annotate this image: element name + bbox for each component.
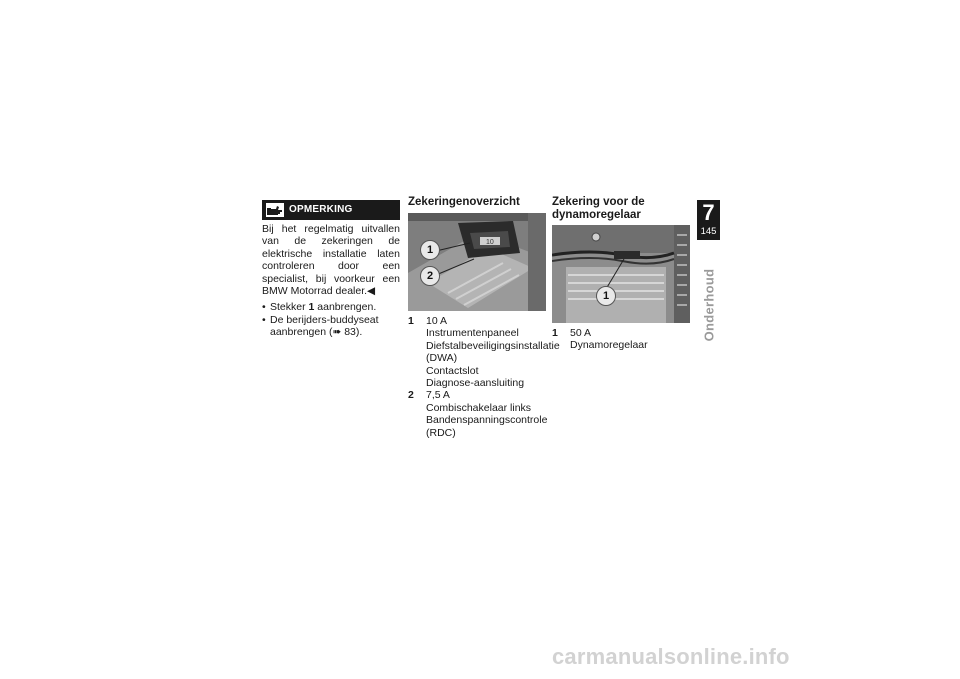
note-body: Bij het regelmatig uitvallen van de zekeringen de elektrische installatie laten controleren door een specialist, bij voorkeur een BMW Motorrad dealer.: [262, 223, 400, 298]
fuse-box-photo: [408, 213, 546, 311]
note-hand-icon: [266, 203, 284, 217]
arrow-icon: ➠: [332, 326, 342, 339]
step-item: • Stekker 1 aanbrengen.: [262, 301, 400, 313]
callout-1: 1: [420, 240, 440, 260]
legend-item: 1 10 A Instrumentenpaneel Diefstalbeveiligingsinstallatie (DWA) Contactslot Diagnose-aansluiting: [408, 315, 560, 390]
regulator-legend: [552, 327, 692, 352]
fuse-value-label: 10: [486, 239, 494, 246]
note-header: [262, 200, 400, 220]
note-label: OPMERKING: [289, 203, 353, 215]
step-ref: 1: [308, 301, 315, 314]
legend-item: 1 50 A Dynamoregelaar: [552, 327, 648, 352]
section-title: Zekering voor de dynamoregelaar: [552, 196, 645, 221]
watermark: carmanualsonline.info: [552, 644, 790, 669]
legend-item: 2 7,5 A Combischakelaar links Bandenspanningscontrole (RDC): [408, 389, 548, 439]
fuse-overview-column: [408, 196, 560, 439]
section-title: Zekeringenoverzicht: [408, 196, 520, 208]
step-list: [262, 301, 400, 338]
fuse-legend: [408, 315, 560, 439]
callout-1: 1: [596, 286, 616, 306]
regulator-photo: [552, 225, 690, 323]
step-item: • De berijders-buddyseat aanbrengen (➠ 83).: [262, 314, 400, 339]
section-label: Onderhoud: [701, 268, 717, 342]
page-number: 145: [700, 226, 717, 237]
note-column: [262, 200, 400, 339]
end-marker-icon: ◀: [367, 285, 376, 298]
chapter-number: 7: [702, 200, 715, 225]
regulator-fuse-column: [552, 196, 692, 352]
note-text: [262, 223, 400, 297]
callout-2: 2: [420, 266, 440, 286]
